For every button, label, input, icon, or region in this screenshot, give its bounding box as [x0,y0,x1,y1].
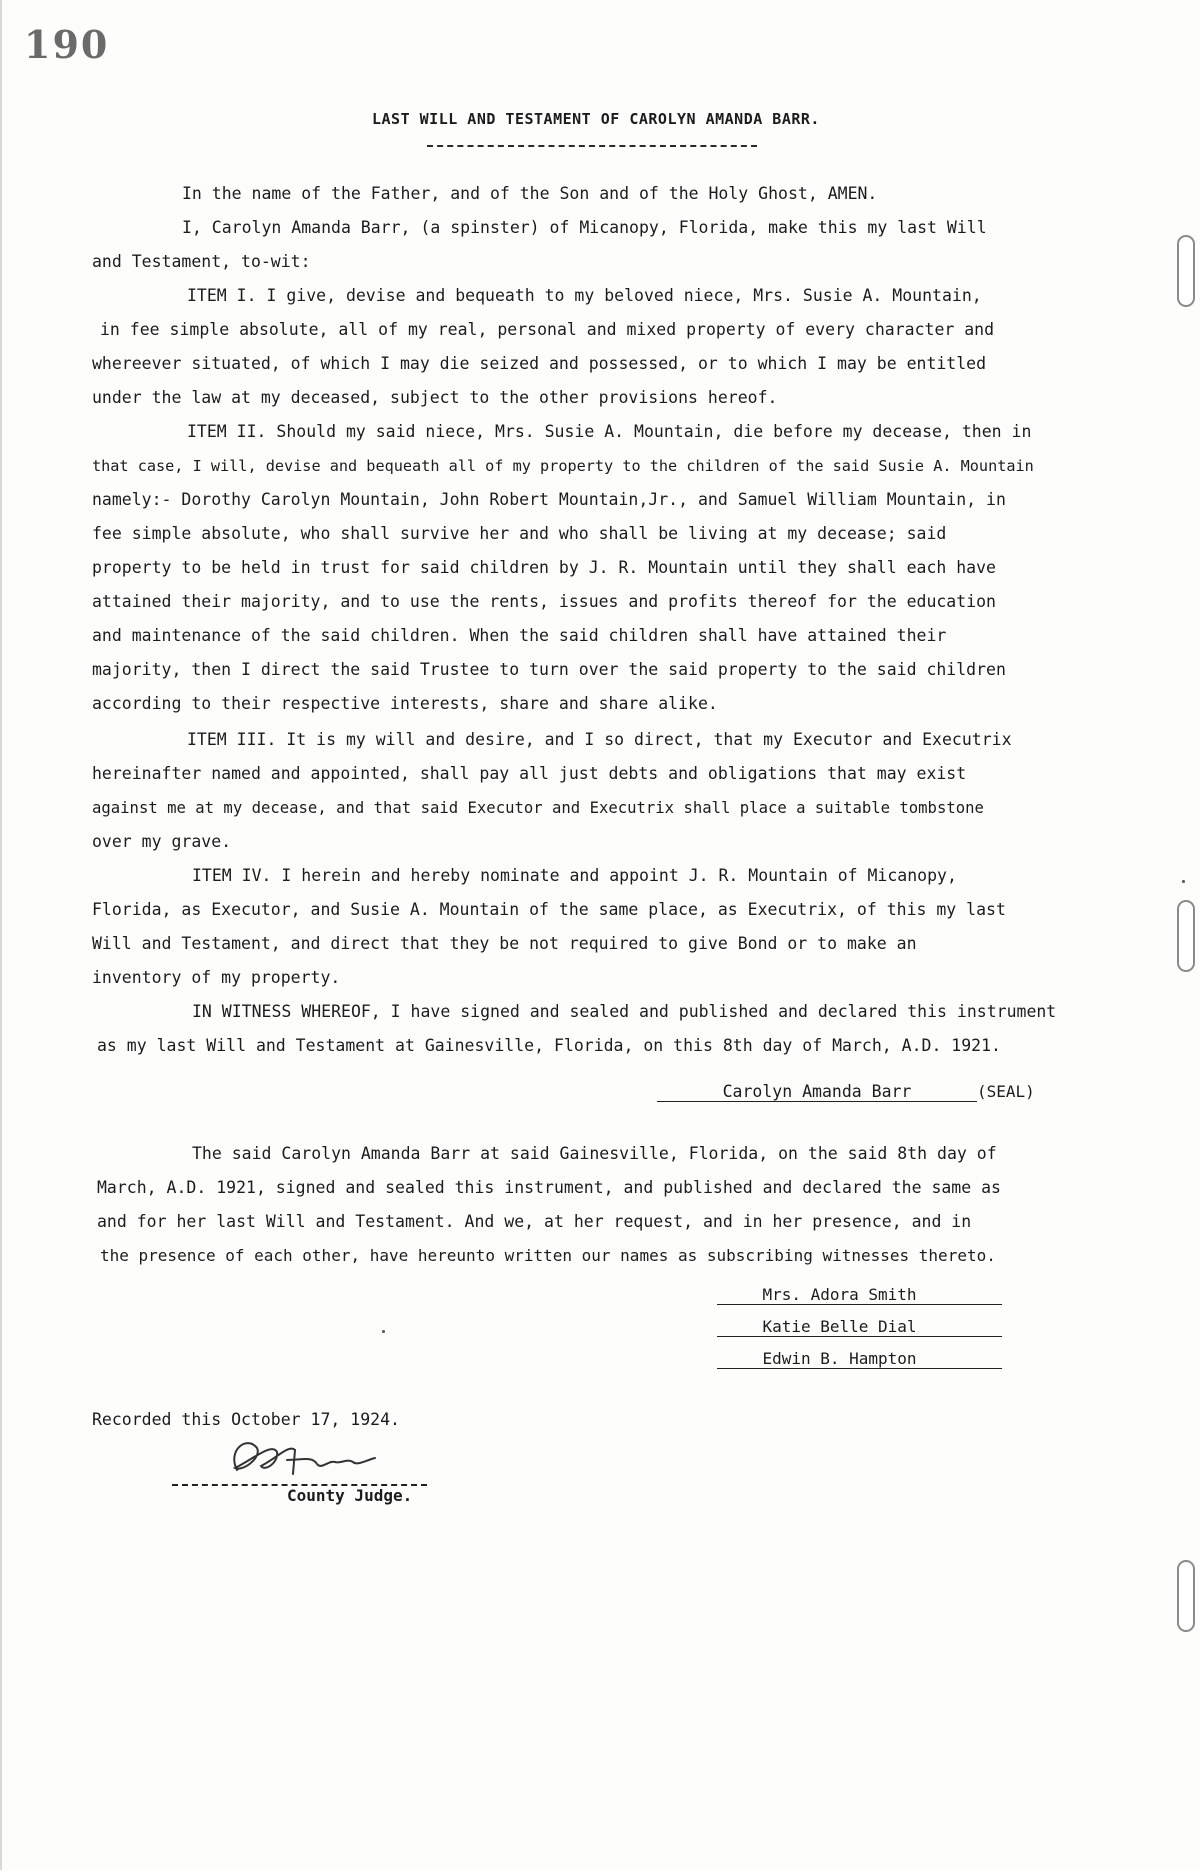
attestation-line: the presence of each other, have hereunto written our names as subscribing witnesses thereto. [100,1246,996,1265]
body-line: under the law at my deceased, subject to the other provisions hereof. [92,388,778,407]
testator-signature: Carolyn Amanda Barr [657,1082,977,1102]
body-line: ITEM II. Should my said niece, Mrs. Susie A. Mountain, die before my decease, then in [187,422,1032,441]
witness-signature: Edwin B. Hampton [717,1344,1002,1369]
speck [382,1330,385,1333]
body-line: In the name of the Father, and of the Son and of the Holy Ghost, AMEN. [182,184,878,203]
body-line: ITEM III. It is my will and desire, and I so direct, that my Executor and Executrix [187,730,1012,749]
title-underline [427,145,757,147]
body-line: and maintenance of the said children. When the said children shall have attained their [92,626,947,645]
witness-signature: Mrs. Adora Smith [717,1280,1002,1305]
body-line: majority, then I direct the said Trustee to turn over the said property to the said children [92,660,1006,679]
body-line: as my last Will and Testament at Gainesville, Florida, on this 8th day of March, A.D. 1921. [97,1036,1001,1055]
judge-signature-icon [217,1430,417,1490]
testator-signature-line [657,1082,977,1102]
seal-label: (SEAL) [977,1082,1035,1101]
speck [1182,880,1185,883]
body-line: Will and Testament, and direct that they be not required to give Bond or to make an [92,934,917,953]
body-line: hereinafter named and appointed, shall pay all just debts and obligations that may exist [92,764,967,783]
body-line: IN WITNESS WHEREOF, I have signed and sealed and published and declared this instrument [192,1002,1057,1021]
binder-hole-icon [1177,900,1195,972]
witness-signature: Katie Belle Dial [717,1312,1002,1337]
body-line: whereever situated, of which I may die seized and possessed, or to which I may be entitled [92,354,987,373]
binder-hole-icon [1177,235,1195,307]
body-line: against me at my decease, and that said Executor and Executrix shall place a suitable tombstone [92,799,984,817]
body-line: in fee simple absolute, all of my real, personal and mixed property of every character and [100,320,995,339]
attestation-line: and for her last Will and Testament. And we, at her request, and in her presence, and in [97,1212,972,1231]
body-line: Florida, as Executor, and Susie A. Mountain of the same place, as Executrix, of this my last [92,900,1006,919]
body-line: property to be held in trust for said children by J. R. Mountain until they shall each have [92,558,996,577]
recorded-date: Recorded this October 17, 1924. [92,1410,400,1429]
document-title: LAST WILL AND TESTAMENT OF CAROLYN AMANDA BARR. [372,110,820,128]
attestation-line: The said Carolyn Amanda Barr at said Gainesville, Florida, on the said 8th day of [192,1144,997,1163]
body-line: and Testament, to-wit: [92,252,311,271]
body-line: ITEM IV. I herein and hereby nominate and appoint J. R. Mountain of Micanopy, [192,866,957,885]
body-line: according to their respective interests, share and share alike. [92,694,718,713]
body-line: inventory of my property. [92,968,341,987]
attestation-line: March, A.D. 1921, signed and sealed this instrument, and published and declared the same as [97,1178,1001,1197]
page-number: 190 [24,22,110,67]
body-line: fee simple absolute, who shall survive her and who shall be living at my decease; said [92,524,947,543]
judge-title: County Judge. [287,1486,413,1505]
body-line: I, Carolyn Amanda Barr, (a spinster) of Micanopy, Florida, make this my last Will [182,218,987,237]
body-line: namely:- Dorothy Carolyn Mountain, John Robert Mountain,Jr., and Samuel William Mountain, in [92,490,1006,509]
body-line: over my grave. [92,832,232,851]
body-line: that case, I will, devise and bequeath all of my property to the children of the said Susie A. Mountain [92,457,1034,475]
body-line: ITEM I. I give, devise and bequeath to my beloved niece, Mrs. Susie A. Mountain, [187,286,982,305]
binder-hole-icon [1177,1560,1195,1632]
body-line: attained their majority, and to use the rents, issues and profits thereof for the education [92,592,996,611]
